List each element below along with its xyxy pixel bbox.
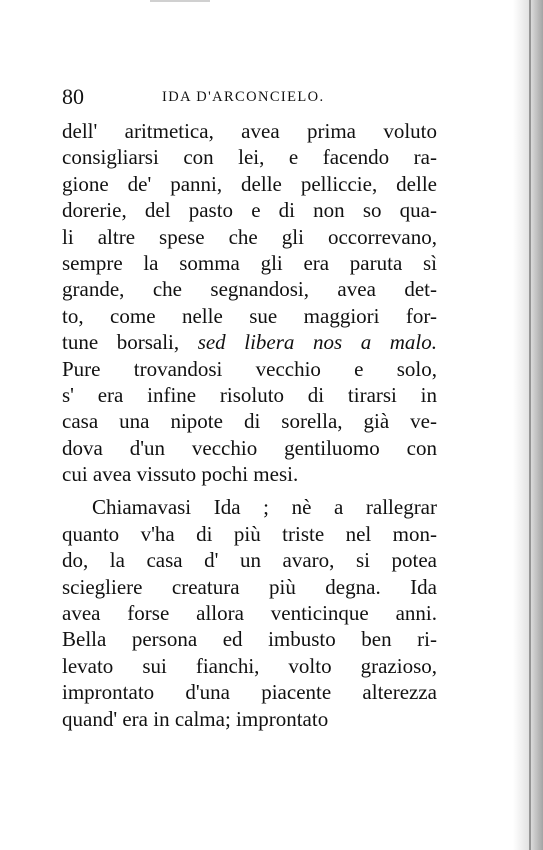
text-line <box>62 171 437 197</box>
page-number: 80 <box>62 84 84 109</box>
line-text: cui avea vissuto pochi mesi. <box>62 462 299 487</box>
line-text: sempre la somma gli era paruta sì <box>62 250 437 275</box>
paragraph <box>62 494 437 732</box>
text-line <box>62 626 437 652</box>
text-line <box>62 461 437 487</box>
text-line <box>62 521 437 547</box>
text-line <box>62 653 437 679</box>
text-line <box>62 600 437 626</box>
line-text: s' era infine risoluto di tirarsi in <box>62 382 437 407</box>
text-line <box>62 547 437 573</box>
line-text: Pure trovandosi vecchio e solo, <box>62 356 437 381</box>
line-text: Bella persona ed imbusto ben ri- <box>62 627 437 652</box>
line-text: consigliarsi con lei, e facendo ra- <box>62 145 437 170</box>
line-text: to, come nelle sue maggiori for- <box>62 303 437 328</box>
line-text: tune borsali, <box>62 330 198 355</box>
text-line <box>62 408 437 434</box>
paragraph <box>62 118 437 487</box>
text-line <box>62 197 437 223</box>
text-line <box>62 574 437 600</box>
line-text: Chiamavasi Ida ; nè a rallegrar <box>92 495 437 520</box>
running-head <box>62 84 437 118</box>
page-edge-shadow <box>513 0 543 850</box>
text-line <box>62 679 437 705</box>
text-line <box>62 494 437 520</box>
line-text: dova d'un vecchio gentiluomo con <box>62 435 437 460</box>
line-text: li altre spese che gli occorrevano, <box>62 224 437 249</box>
line-text: dell' aritmetica, avea prima voluto <box>62 119 437 143</box>
running-title: IDA D'ARCONCIELO. <box>162 89 325 105</box>
text-line <box>62 224 437 250</box>
text-line <box>62 144 437 170</box>
text-line <box>62 435 437 461</box>
line-text: dorerie, del pasto e di non so qua- <box>62 198 437 223</box>
line-text: quand' era in calma; improntato <box>62 706 329 731</box>
line-text: grande, che segnandosi, avea det- <box>62 277 437 302</box>
line-text: avea forse allora venticinque anni. <box>62 601 437 626</box>
scan-mark <box>150 0 210 2</box>
line-text: gione de' panni, delle pelliccie, delle <box>62 171 437 196</box>
text-line <box>62 329 437 355</box>
body-text <box>62 118 437 732</box>
line-text: improntato d'una piacente alterezza <box>62 680 437 705</box>
paragraph-gap <box>62 487 437 494</box>
line-text: casa una nipote di sorella, già ve- <box>62 409 437 434</box>
line-text: do, la casa d' un avaro, si potea <box>62 548 437 573</box>
book-page <box>62 84 437 732</box>
line-text: quanto v'ha di più triste nel mon- <box>62 521 437 546</box>
page-edge-line <box>529 0 531 850</box>
text-line <box>62 118 437 144</box>
text-line <box>62 706 437 732</box>
italic-phrase: sed libera nos a malo. <box>197 330 438 355</box>
text-line <box>62 250 437 276</box>
text-line <box>62 356 437 382</box>
text-line <box>62 276 437 302</box>
line-text: levato sui fianchi, volto grazioso, <box>62 653 437 678</box>
text-line <box>62 382 437 408</box>
text-line <box>62 303 437 329</box>
line-text: sciegliere creatura più degna. Ida <box>62 574 437 599</box>
